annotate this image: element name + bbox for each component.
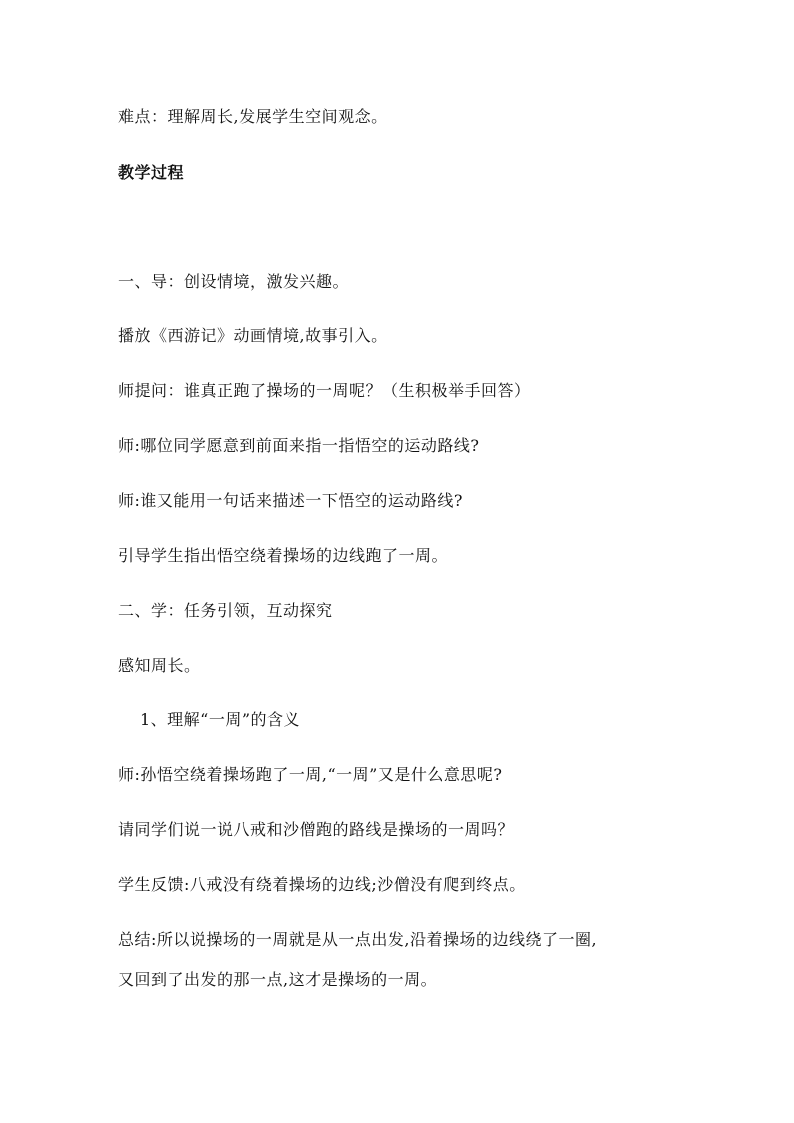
subsection1-heading: 1、理解“一周”的含义: [140, 710, 301, 729]
difficulty-text: 难点：理解周长,发展学生空间观念。: [118, 107, 388, 126]
teacher-question-text: 师提问：谁真正跑了操场的一周呢？（生积极举手回答）: [118, 381, 531, 400]
guide-students-text: 引导学生指出悟空绕着操场的边线跑了一周。: [118, 546, 449, 565]
perceive-perimeter-text: 感知周长。: [118, 656, 201, 675]
ask-students-text: 请同学们说一说八戒和沙僧跑的路线是操场的一周吗？: [118, 820, 515, 839]
process-heading: 教学过程: [118, 163, 185, 182]
teacher-who-points-text: 师:哪位同学愿意到前面来指一指悟空的运动路线?: [118, 436, 480, 455]
summary-line2: 又回到了出发的那一点,这才是操场的一周。: [118, 970, 438, 989]
summary-line1: 总结:所以说操场的一周就是从一点出发,沿着操场的边线绕了一圈,: [118, 930, 598, 949]
student-feedback-text: 学生反馈:八戒没有绕着操场的边线;沙僧没有爬到终点。: [118, 875, 526, 894]
section2-heading: 二、学：任务引领，互动探究: [118, 601, 333, 620]
section1-heading: 一、导：创设情境，激发兴趣。: [118, 272, 350, 291]
teacher-describe-text: 师:谁又能用一句话来描述一下悟空的运动路线?: [118, 491, 463, 510]
play-video-text: 播放《西游记》动画情境,故事引入。: [118, 326, 388, 345]
teacher-meaning-text: 师:孙悟空绕着操场跑了一周,“一周”又是什么意思呢?: [118, 765, 503, 784]
